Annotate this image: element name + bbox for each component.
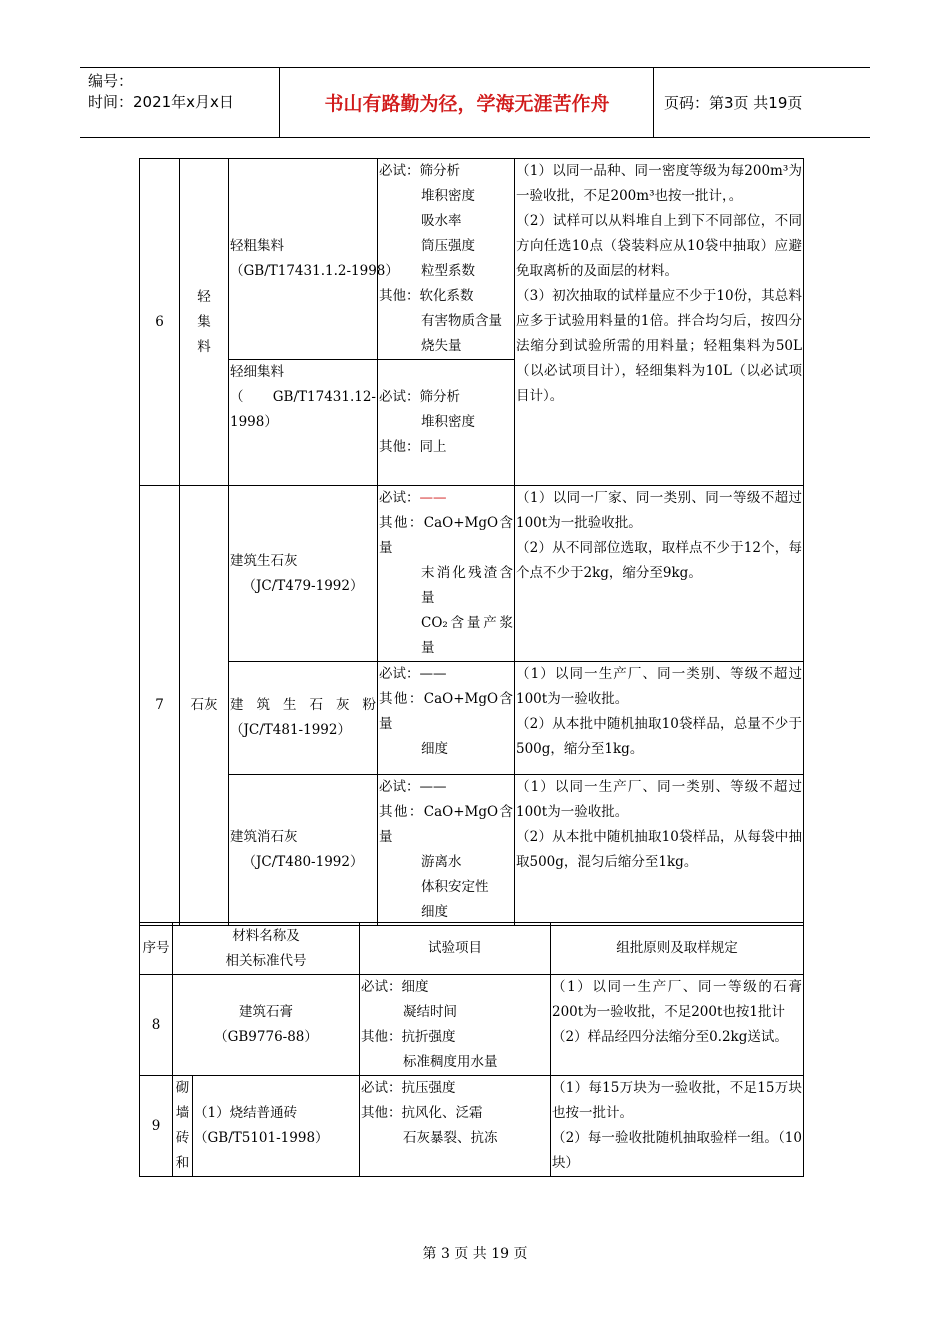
material-table-upper (139, 158, 804, 926)
row9-rules: （1）每15万块为一验收批，不足15万块也按一批计。 （2）每一验收批随机抽取验样一组。（10块） (551, 1076, 804, 1177)
row8-tests: 必试：细度 凝结时间 其他：抗折强度 标准稠度用水量 (360, 975, 551, 1076)
row9-tests: 必试：抗压强度 其他：抗风化、泛霜 石灰暴裂、抗冻 (360, 1076, 551, 1177)
row6-rules: （1）以同一品种、同一密度等级为每200m³为一验收批，不足200m³也按一批计，。 （2）试样可以从料堆自上到下不同部位，不同方向任选10点（袋装料应从10袋中抽取）应避免取离析的及面层的材料。 （3）初次抽取的试样量应不少于10份，其总料应多于试验用料量的1倍。拌合均匀后，按四分法缩分到试验所需的用料量；轻粗集料为50L（以必试项目计），轻细集料为10L（以必试项目计）。 (515, 159, 804, 486)
row6-coarse-tests: 必试：筛分析 堆积密度 吸水率 筒压强度 粒型系数 其他：软化系数 有害物质含量 烧失量 (378, 159, 515, 360)
row7-item3-tests: 必试：—— 其他：CaO+MgO含量 游离水 体积安定性 细度 (378, 775, 515, 926)
header-meta (80, 68, 280, 137)
row9-category: 砌 墙 砖 和 (173, 1076, 193, 1177)
row6-fine-tests: 必试：筛分析 堆积密度 其他：同上 (378, 360, 515, 486)
col-header-rules: 组批原则及取样规定 (551, 923, 804, 975)
row6-fine-name: 轻细集料 （ GB/T17431.12-1998） (229, 360, 378, 486)
page-header (80, 67, 870, 138)
row8-no: 8 (140, 975, 173, 1076)
header-motto: 书山有路勤为径，学海无涯苦作舟 (281, 68, 654, 137)
header-page: 页码：第3页 共19页 (664, 94, 803, 112)
row7-item1-name: 建筑生石灰 （JC/T479-1992） (229, 486, 378, 662)
row7-item2-name: 建筑生石灰粉（JC/T481-1992） (229, 662, 378, 775)
row6-no: 6 (140, 159, 180, 486)
row7-category: 石灰 (180, 486, 229, 926)
row7-no: 7 (140, 486, 180, 926)
row7-item1-rules: （1）以同一厂家、同一类别、同一等级不超过100t为一批验收批。 （2）从不同部位选取，取样点不少于12个，每个点不少于2kg，缩分至9kg。 (515, 486, 804, 662)
page-footer: 第 3 页 共 19 页 (422, 1246, 528, 1262)
row8-name: 建筑石膏 （GB9776-88） (173, 975, 360, 1076)
row8-rules: （1）以同一生产厂、同一等级的石膏200t为一验收批，不足200t也按1批计 （2）样品经四分法缩分至0.2kg送试。 (551, 975, 804, 1076)
header-number: 编号： (88, 72, 134, 90)
row7-item3-rules: （1）以同一生产厂、同一类别、等级不超过100t为一验收批。 （2）从本批中随机抽取10袋样品，从每袋中抽取500g，混匀后缩分至1kg。 (515, 775, 804, 926)
row9-no: 9 (140, 1076, 173, 1177)
row7-item3-name: 建筑消石灰 （JC/T480-1992） (229, 775, 378, 926)
row7-item2-rules: （1）以同一生产厂、同一类别、等级不超过100t为一验收批。 （2）从本批中随机抽取10袋样品，总量不少于500g，缩分至1kg。 (515, 662, 804, 775)
row7-item2-tests: 必试：—— 其他：CaO+MgO含量 细度 (378, 662, 515, 775)
row6-coarse-name: 轻粗集料 （GB/T17431.1.2-1998） (229, 159, 378, 360)
col-header-name: 材料名称及 相关标准代号 (173, 923, 360, 975)
material-table-lower (139, 922, 804, 1177)
header-time: 时间：2021年x月x日 (88, 93, 234, 111)
col-header-no: 序号 (140, 923, 173, 975)
col-header-tests: 试验项目 (360, 923, 551, 975)
row7-item1-tests: 必试：—— 其他：CaO+MgO含量 末消化残渣含量 CO₂含量产浆量 (378, 486, 515, 662)
row6-category: 轻 集 料 (180, 159, 229, 486)
row9-name: （1）烧结普通砖 （GB/T5101-1998） (193, 1076, 360, 1177)
